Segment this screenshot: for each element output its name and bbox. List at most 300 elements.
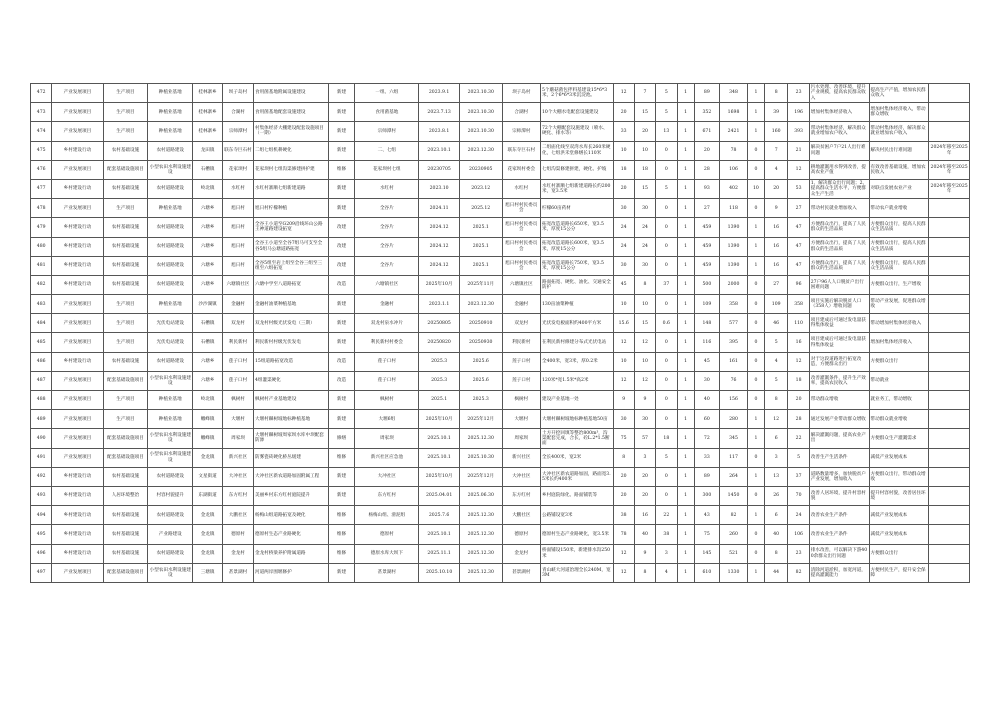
table-cell: 大堰村棘树坡地标种植基地 <box>253 410 328 429</box>
table-cell: 1 <box>677 544 694 563</box>
row-number-cell: 491 <box>31 448 52 467</box>
table-cell: 1 <box>747 237 764 256</box>
table-cell <box>929 199 970 218</box>
table-cell: 1698 <box>720 103 748 122</box>
table-cell: 0 <box>747 314 764 333</box>
table-cell: 10 <box>634 295 655 314</box>
table-cell: 348 <box>720 84 748 103</box>
table-cell: 乡村建设行动 <box>52 237 103 256</box>
table-cell: 117 <box>720 448 748 467</box>
table-cell: 双龙村 <box>502 314 540 333</box>
table-cell: 2025.12.30 <box>459 429 502 448</box>
table-cell <box>929 467 970 486</box>
table-row <box>31 371 970 390</box>
table-cell: 9 <box>764 199 787 218</box>
table-cell: 乡村庭院绿化、路面铺装等 <box>540 486 613 505</box>
table-cell: 78 <box>613 525 634 544</box>
table-cell: 2024年移至2025年 <box>929 141 970 160</box>
table-cell: 产业发展项目 <box>52 103 103 122</box>
table-cell: 15 <box>634 314 655 333</box>
table-cell: 带动农户就业增收 <box>869 199 929 218</box>
table-cell: 六塘乡 <box>193 237 223 256</box>
table-cell: 1 <box>677 506 694 525</box>
table-cell: 1 <box>677 122 694 141</box>
table-cell: 0 <box>747 295 764 314</box>
table-cell: 2025.3 <box>459 391 502 410</box>
table-cell: 1 <box>747 467 764 486</box>
table-cell: 1390 <box>720 218 748 237</box>
table-cell: 配套基础设施项目 <box>103 429 148 448</box>
table-cell: 枫树村 <box>223 391 254 410</box>
table-cell: 六塘镇社区 <box>223 275 254 294</box>
table-cell: 光伏电站建设 <box>148 314 193 333</box>
table-cell <box>929 237 970 256</box>
table-cell: 2025.1 <box>459 256 502 275</box>
table-cell: 0 <box>656 141 677 160</box>
table-cell: 0 <box>747 525 764 544</box>
table-cell: 大鹏社区 <box>223 506 254 525</box>
table-cell: 德原水库大坝下 <box>355 544 419 563</box>
table-cell: 12 <box>634 333 655 352</box>
table-cell: 配套基础设施项目 <box>103 563 148 582</box>
table-cell: 柠檬60亩药材 <box>540 199 613 218</box>
table-cell: 0 <box>747 448 764 467</box>
table-cell: 六塘乡 <box>193 352 223 371</box>
table-cell: 石槽镇 <box>193 314 223 333</box>
table-cell <box>929 256 970 275</box>
table-cell: 280 <box>720 410 748 429</box>
table-cell: 145 <box>694 544 720 563</box>
table-cell: 47 <box>788 237 809 256</box>
table-cell: 1、解决群众出行问题；2、提高群众生活水平，方便群众生产生活 <box>810 181 868 197</box>
table-cell: 产业发展项目 <box>52 199 103 218</box>
table-cell: 160 <box>764 122 787 141</box>
table-cell <box>929 333 970 352</box>
table-cell: 新建 <box>328 410 355 429</box>
table-cell: 2025.12.30 <box>459 563 502 582</box>
table-cell: 改善灌溉条件，提升生产效率，提高农民收入 <box>809 371 869 390</box>
table-cell: 嫩峰镇 <box>193 410 223 429</box>
project-table <box>30 83 970 583</box>
table-cell: 生产项目 <box>103 314 148 333</box>
table-cell: 0 <box>747 275 764 294</box>
table-cell: 2025.10.30 <box>459 448 502 467</box>
table-cell: 2025.3 <box>419 352 460 371</box>
table-cell: 16 <box>764 256 787 275</box>
table-cell: 1 <box>677 525 694 544</box>
table-cell: 旭日村村民委员会 <box>502 256 540 275</box>
table-cell: 方便村民生产，提升安全保障 <box>869 563 929 582</box>
table-cell: 小型农田水利设施建设 <box>148 429 193 448</box>
table-cell: 2025.6 <box>459 371 502 390</box>
table-cell: 周家坝 <box>502 429 540 448</box>
table-cell: 新兴社区 <box>502 448 540 467</box>
table-cell: 16 <box>764 218 787 237</box>
table-cell: 光伏发电板面积约400平方米 <box>540 314 613 333</box>
table-cell: 8 <box>764 391 787 410</box>
table-cell: 水红村 <box>223 179 254 198</box>
table-cell: 610 <box>694 563 720 582</box>
table-cell: 2025.06.30 <box>459 486 502 505</box>
table-cell: 种植业基地 <box>148 84 193 103</box>
table-cell: 45 <box>613 275 634 294</box>
table-cell: 1 <box>677 256 694 275</box>
table-cell: 农村基础设施 <box>103 237 148 256</box>
table-cell: 生产项目 <box>103 391 148 410</box>
table-cell: 1 <box>677 275 694 294</box>
table-cell: 1 <box>677 371 694 390</box>
table-cell: 枫树村 <box>502 391 540 410</box>
table-cell: 带动村民就业增加收入 <box>809 199 869 218</box>
table-cell: 5 <box>656 179 677 198</box>
table-cell: 38 <box>613 506 634 525</box>
table-cell: 3 <box>656 544 677 563</box>
table-cell: 德原村生态产业路硬化 <box>253 525 328 544</box>
table-cell: 生产项目 <box>103 199 148 218</box>
table-cell: 1330 <box>720 563 748 582</box>
table-cell: 一组、六组 <box>355 84 419 103</box>
table-cell: 1 <box>677 160 694 179</box>
table-cell: 2025.12.30 <box>459 525 502 544</box>
table-cell: 花家坝村七组沟渠修建拼护建 <box>253 160 328 179</box>
table-cell: 1 <box>747 84 764 103</box>
table-cell: 9 <box>634 544 655 563</box>
table-cell: 维修 <box>328 160 355 179</box>
table-cell: 路面拓宽、硬化、油化、交通安全防护 <box>540 275 613 294</box>
table-cell: 0.6 <box>656 314 677 333</box>
table-cell: 20 <box>613 179 634 198</box>
table-cell: 金龙村桥梁养护附属道路 <box>253 544 328 563</box>
table-cell: 2025.1 <box>419 391 460 410</box>
table-cell: 六塘镇社区 <box>355 275 419 294</box>
table-cell: 20 <box>788 391 809 410</box>
table-cell: 修缮 <box>328 429 355 448</box>
row-number-cell: 497 <box>31 563 52 582</box>
table-cell: 1 <box>747 429 764 448</box>
table-cell: 杨梅山组道路拓宽及硬化 <box>253 506 328 525</box>
table-cell: 小型农田水利设施建设 <box>148 160 193 179</box>
table-cell: 2023.10.30 <box>459 84 502 103</box>
table-cell: 农村基础设施 <box>103 179 148 198</box>
table-cell: 坝子岛村 <box>502 84 540 103</box>
table-cell: 20250910 <box>459 314 502 333</box>
table-cell: 农村道路建设 <box>148 544 193 563</box>
table-cell: 0 <box>656 160 677 179</box>
table-cell: 二、七组 <box>355 141 419 160</box>
table-cell: 109 <box>764 295 787 314</box>
table-cell: 青山峡大河道治理全长240M，宽3M <box>540 563 613 582</box>
table-cell: 0 <box>656 391 677 410</box>
table-cell: 1 <box>677 410 694 429</box>
table-cell: 72 <box>694 429 720 448</box>
table-cell: 大堰村 <box>502 410 540 429</box>
table-cell: 8 <box>634 275 655 294</box>
table-cell: 改善农业生产条件 <box>809 506 869 525</box>
table-cell: 110 <box>788 314 809 333</box>
table-cell: 莲子口村 <box>502 371 540 390</box>
table-cell: 2023.1.1 <box>419 295 460 314</box>
table-cell: 乡村建设行动 <box>52 486 103 505</box>
table-cell: 2025.10.1 <box>419 525 460 544</box>
table-cell: 金融村 <box>355 295 419 314</box>
table-cell: 解决灌溉问题，提高农业产出 <box>809 429 869 448</box>
table-cell: 40 <box>764 525 787 544</box>
table-cell: 8 <box>764 544 787 563</box>
row-number-cell: 477 <box>31 179 52 198</box>
table-cell: 甚景湖村 <box>223 563 254 582</box>
table-cell: 1450 <box>720 486 748 505</box>
table-cell: 利民新村 <box>223 333 254 352</box>
table-cell: 金龙镇 <box>193 506 223 525</box>
table-cell: 5 <box>656 103 677 122</box>
table-cell: 0 <box>747 371 764 390</box>
table-cell: 花家坝村委会 <box>502 160 540 179</box>
table-cell: 1 <box>747 103 764 122</box>
table-cell: 27 <box>694 199 720 218</box>
table-cell: 耕地灌溉用水得到改善，提高农业产值 <box>809 160 869 179</box>
table-cell: 43 <box>694 506 720 525</box>
table-cell: 有效改善基础设施，增加农民收入 <box>869 160 929 179</box>
table-cell: 2024.12 <box>419 237 460 256</box>
table-cell: 20250930 <box>459 333 502 352</box>
table-cell: 0 <box>747 333 764 352</box>
table-cell: 7 <box>764 141 787 160</box>
table-cell: 新建 <box>328 486 355 505</box>
table-cell: 双龙村 <box>223 314 254 333</box>
table-cell: 20 <box>634 486 655 505</box>
table-cell: 减低产业发展成本 <box>869 448 929 467</box>
table-row <box>31 525 970 544</box>
table-cell: 甚景湖村 <box>502 563 540 582</box>
table-cell: 12 <box>613 371 634 390</box>
table-cell: 0 <box>656 295 677 314</box>
row-number-cell: 493 <box>31 486 52 505</box>
table-row <box>31 103 970 122</box>
row-number-cell: 489 <box>31 410 52 429</box>
table-cell: 0 <box>656 256 677 275</box>
table-cell: 2025年10月 <box>419 410 460 429</box>
table-row <box>31 410 970 429</box>
table-cell: 22 <box>788 429 809 448</box>
table-cell: 1 <box>747 256 764 275</box>
table-cell: 旭日村村民委员会 <box>502 218 540 237</box>
table-cell: 5 <box>764 371 787 390</box>
table-cell: 16 <box>764 237 787 256</box>
table-cell: 93 <box>694 179 720 198</box>
table-cell: 防雾瓷砖硬化桥丛缓建 <box>253 448 328 467</box>
table-cell: 6 <box>764 429 787 448</box>
table-cell: 美丽乡村东方红村庭院提升 <box>253 486 328 505</box>
table-cell: 金龙镇 <box>193 448 223 467</box>
table-cell: 农村基础设施 <box>103 275 148 294</box>
table-cell: 就业务工，带动增收 <box>869 391 929 410</box>
table-cell: 0 <box>747 391 764 410</box>
table-cell: 维修 <box>328 525 355 544</box>
table-cell: 30 <box>613 199 634 218</box>
table-cell: 30 <box>634 410 655 429</box>
table-cell: 改善生产生活条件 <box>809 448 869 467</box>
table-cell: 污水处理、改善环境，提升产业规模，提高农民群众收入 <box>809 84 869 103</box>
table-cell: 种植业基地 <box>148 103 193 122</box>
table-cell: 合湖村 <box>502 103 540 122</box>
table-cell: 金融村 <box>223 295 254 314</box>
table-row <box>31 275 970 294</box>
table-cell: 1 <box>677 448 694 467</box>
table-cell: 乡村建设行动 <box>52 506 103 525</box>
table-cell: 新建 <box>328 333 355 352</box>
table-cell: 莲子口村 <box>223 352 254 371</box>
table-cell: 3 <box>764 448 787 467</box>
table-cell: 2025.10.1 <box>419 448 460 467</box>
table-cell: 75 <box>613 429 634 448</box>
table-cell: 水红村寨顺七组新建道路长约200米，宽3.5米 <box>540 179 613 198</box>
table-cell: 河道两岸围堰修护 <box>253 563 328 582</box>
table-cell: 39 <box>764 103 787 122</box>
table-cell: 4组灌渠硬化 <box>253 371 328 390</box>
table-cell: 沙沙湖镇 <box>193 295 223 314</box>
table-cell <box>929 410 970 429</box>
table-cell: 提升村容村貌，改善居住环境 <box>869 486 929 505</box>
table-cell: 岭北镇 <box>193 179 223 198</box>
row-number-cell: 487 <box>31 371 52 390</box>
table-cell: 18 <box>613 160 634 179</box>
table-cell: 13 <box>656 122 677 141</box>
table-cell: 2023.12.30 <box>459 295 502 314</box>
table-cell: 方便群众出行，提高人民群众生活品质 <box>869 237 929 256</box>
table-cell: 文星街道 <box>193 467 223 486</box>
table-cell <box>929 429 970 448</box>
table-cell: 2023.9.1 <box>419 84 460 103</box>
row-number-cell: 486 <box>31 352 52 371</box>
table-cell <box>929 506 970 525</box>
table-cell: 减低产业发展成本 <box>869 506 929 525</box>
table-cell: 24 <box>788 506 809 525</box>
table-cell: 桥面铺设150米，新建排水沟250米 <box>540 544 613 563</box>
table-row <box>31 218 970 237</box>
table-cell: 1 <box>677 141 694 160</box>
table-cell: 大冲社区 <box>502 467 540 486</box>
table-cell: 龙田镇 <box>193 141 223 160</box>
table-cell: 农村道路建设 <box>148 256 193 275</box>
table-cell: 10个大棚水电配套设施建设 <box>540 103 613 122</box>
table-cell: 带动村集体经济，解决群众就业增加农户收入 <box>869 122 929 141</box>
table-cell: 莲子口村 <box>223 371 254 390</box>
table-cell: 利民新村 <box>502 333 540 352</box>
table-cell: 周家坝 <box>223 429 254 448</box>
table-cell: 全谷片 <box>355 199 419 218</box>
row-number-cell: 481 <box>31 256 52 275</box>
table-cell: 12 <box>613 563 634 582</box>
table-cell: 方便群众出行，提高人民群众生活品质 <box>869 256 929 275</box>
table-cell: 东方红村 <box>355 486 419 505</box>
table-cell: 20 <box>764 179 787 198</box>
table-cell: 新建 <box>328 199 355 218</box>
table-cell: 2025.1 <box>459 218 502 237</box>
table-cell: 0 <box>656 467 677 486</box>
table-row <box>31 141 970 160</box>
table-cell: 水红村寨顺七组新建道路 <box>253 179 328 198</box>
table-cell: 9 <box>613 391 634 410</box>
table-cell: 杨梅山组、滑泥组 <box>355 506 419 525</box>
table-cell: 10 <box>634 141 655 160</box>
table-cell: 4 <box>764 352 787 371</box>
table-cell: 花家坝村 <box>223 160 254 179</box>
table-row <box>31 199 970 218</box>
table-cell: 38 <box>656 525 677 544</box>
table-cell: 82 <box>720 506 748 525</box>
table-cell: 拓宽改造道路长750米，宽3.5米，厚度15公分 <box>540 256 613 275</box>
row-number-cell: 490 <box>31 429 52 448</box>
table-cell: 周家坝 <box>355 429 419 448</box>
table-cell: 300 <box>694 486 720 505</box>
table-cell: 12 <box>788 160 809 179</box>
table-cell: 8 <box>634 563 655 582</box>
table-cell: 2025.12.30 <box>459 506 502 525</box>
table-cell: 金龙镇 <box>193 544 223 563</box>
table-cell: 种植业基地 <box>148 122 193 141</box>
table-cell: 106 <box>720 160 748 179</box>
table-cell: 0 <box>747 352 764 371</box>
table-cell: 1 <box>677 333 694 352</box>
table-cell: 0 <box>747 544 764 563</box>
table-cell: 40 <box>694 391 720 410</box>
table-cell: 农村基础设施 <box>103 525 148 544</box>
table-cell <box>929 295 970 314</box>
table-cell: 新建 <box>328 563 355 582</box>
table-cell: 乡村建设行动 <box>52 275 103 294</box>
table-cell: 大堰村棘树坡周家坝水库中坝配套防渗 <box>253 429 328 448</box>
table-cell: 0 <box>656 218 677 237</box>
table-cell: 1 <box>677 103 694 122</box>
row-number-cell: 494 <box>31 506 52 525</box>
table-cell: 459 <box>694 218 720 237</box>
table-cell: 大冲社区 <box>355 467 419 486</box>
table-cell <box>929 103 970 122</box>
table-cell <box>929 275 970 294</box>
table-cell: 乡村建设行动 <box>52 141 103 160</box>
table-cell: 37 <box>788 467 809 486</box>
row-number-cell: 480 <box>31 237 52 256</box>
table-cell: 0 <box>747 141 764 160</box>
table-cell: 20250805 <box>419 314 460 333</box>
table-cell: 改造 <box>328 352 355 371</box>
table-cell: 甚景湖村 <box>355 563 419 582</box>
table-cell: 金融村 <box>502 295 540 314</box>
table-cell: 1 <box>677 237 694 256</box>
table-cell: 96 <box>788 275 809 294</box>
table-cell: 9 <box>634 391 655 410</box>
table-cell: 2023.10 <box>419 179 460 198</box>
table-cell: 食用菌基地配套设施建设 <box>253 103 328 122</box>
table-cell: 方便群众生产灌溉需求 <box>869 429 929 448</box>
table-cell: 产业发展项目 <box>52 122 103 141</box>
table-row <box>31 467 970 486</box>
table-cell: 0 <box>656 199 677 218</box>
table-cell: 村容村貌提升 <box>148 486 193 505</box>
table-cell: 1390 <box>720 256 748 275</box>
table-cell: 1 <box>677 486 694 505</box>
table-cell: 4 <box>764 160 787 179</box>
table-cell: 130亩油菜种植 <box>540 295 613 314</box>
table-cell: 2025年12月 <box>459 410 502 429</box>
table-cell <box>929 448 970 467</box>
table-cell: 改建 <box>328 218 355 237</box>
table-cell: 生产项目 <box>103 410 148 429</box>
table-cell: 乡村建设行动 <box>52 256 103 275</box>
table-cell: 30 <box>634 199 655 218</box>
table-cell: 六塘乡 <box>193 218 223 237</box>
table-cell: 产业路建设 <box>148 525 193 544</box>
